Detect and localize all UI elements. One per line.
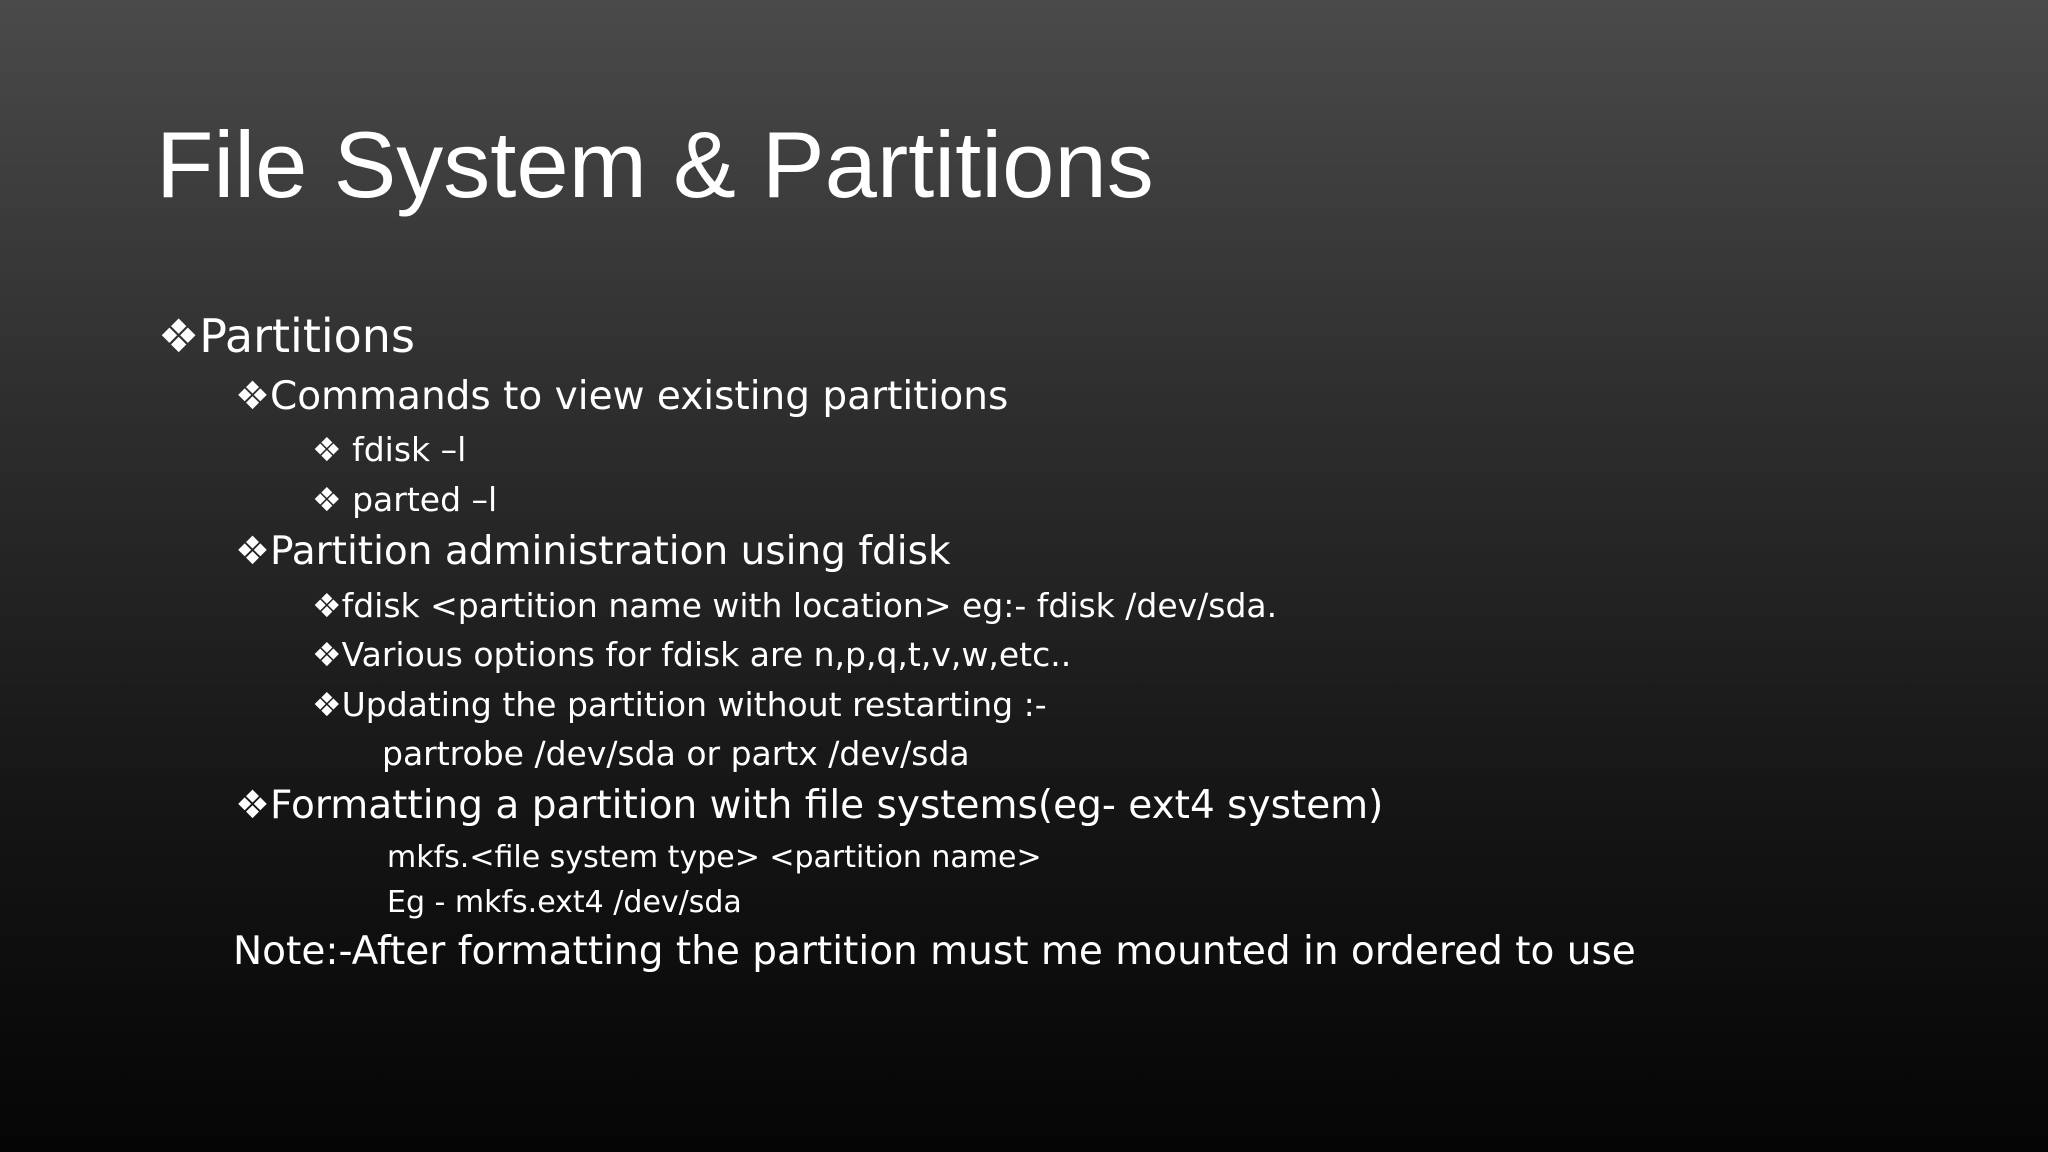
diamond-bullet-icon: ❖: [312, 430, 342, 469]
mkfs-example-text: Eg - mkfs.ext4 /dev/sda: [387, 885, 742, 920]
bullet-text: Updating the partition without restarting :-: [341, 685, 1047, 724]
bullet-text: Various options for fdisk are n,p,q,t,v,w,etc..: [341, 635, 1072, 674]
bullet-parted-l: [312, 480, 498, 519]
partprobe-text: partrobe /dev/sda or partx /dev/sda: [382, 734, 970, 773]
diamond-bullet-icon: ❖: [312, 685, 342, 724]
bullet-text: Partitions: [199, 309, 415, 363]
bullet-updating: [312, 685, 1047, 724]
diamond-bullet-icon: ❖: [235, 529, 270, 574]
bullet-text: Partition administration using fdisk: [269, 529, 951, 574]
slide-title: File System & Partitions: [156, 112, 1154, 217]
bullet-formatting: [235, 783, 1384, 828]
bullet-text: fdisk <partition name with location> eg:- fdisk /dev/sda.: [341, 586, 1278, 625]
mkfs-syntax-text: mkfs.<file system type> <partition name>: [387, 840, 1042, 875]
bullet-commands-view: [235, 374, 1009, 419]
bullet-text: parted –l: [352, 480, 498, 519]
diamond-bullet-icon: ❖: [312, 586, 342, 625]
bullet-partitions: [158, 309, 415, 363]
bullet-text: fdisk –l: [352, 430, 467, 469]
bullet-text: Commands to view existing partitions: [269, 374, 1009, 419]
bullet-admin-fdisk: [235, 529, 951, 574]
bullet-fdisk-usage: [312, 586, 1278, 625]
bullet-text: Formatting a partition with file systems(eg- ext4 system): [269, 783, 1384, 828]
bullet-fdisk-options: [312, 635, 1072, 674]
note-text: Note:-After formatting the partition must me mounted in ordered to use: [233, 929, 1636, 974]
diamond-bullet-icon: ❖: [235, 783, 270, 828]
bullet-fdisk-l: [312, 430, 467, 469]
diamond-bullet-icon: ❖: [312, 480, 342, 519]
diamond-bullet-icon: ❖: [235, 374, 270, 419]
diamond-bullet-icon: ❖: [158, 309, 200, 363]
diamond-bullet-icon: ❖: [312, 635, 342, 674]
